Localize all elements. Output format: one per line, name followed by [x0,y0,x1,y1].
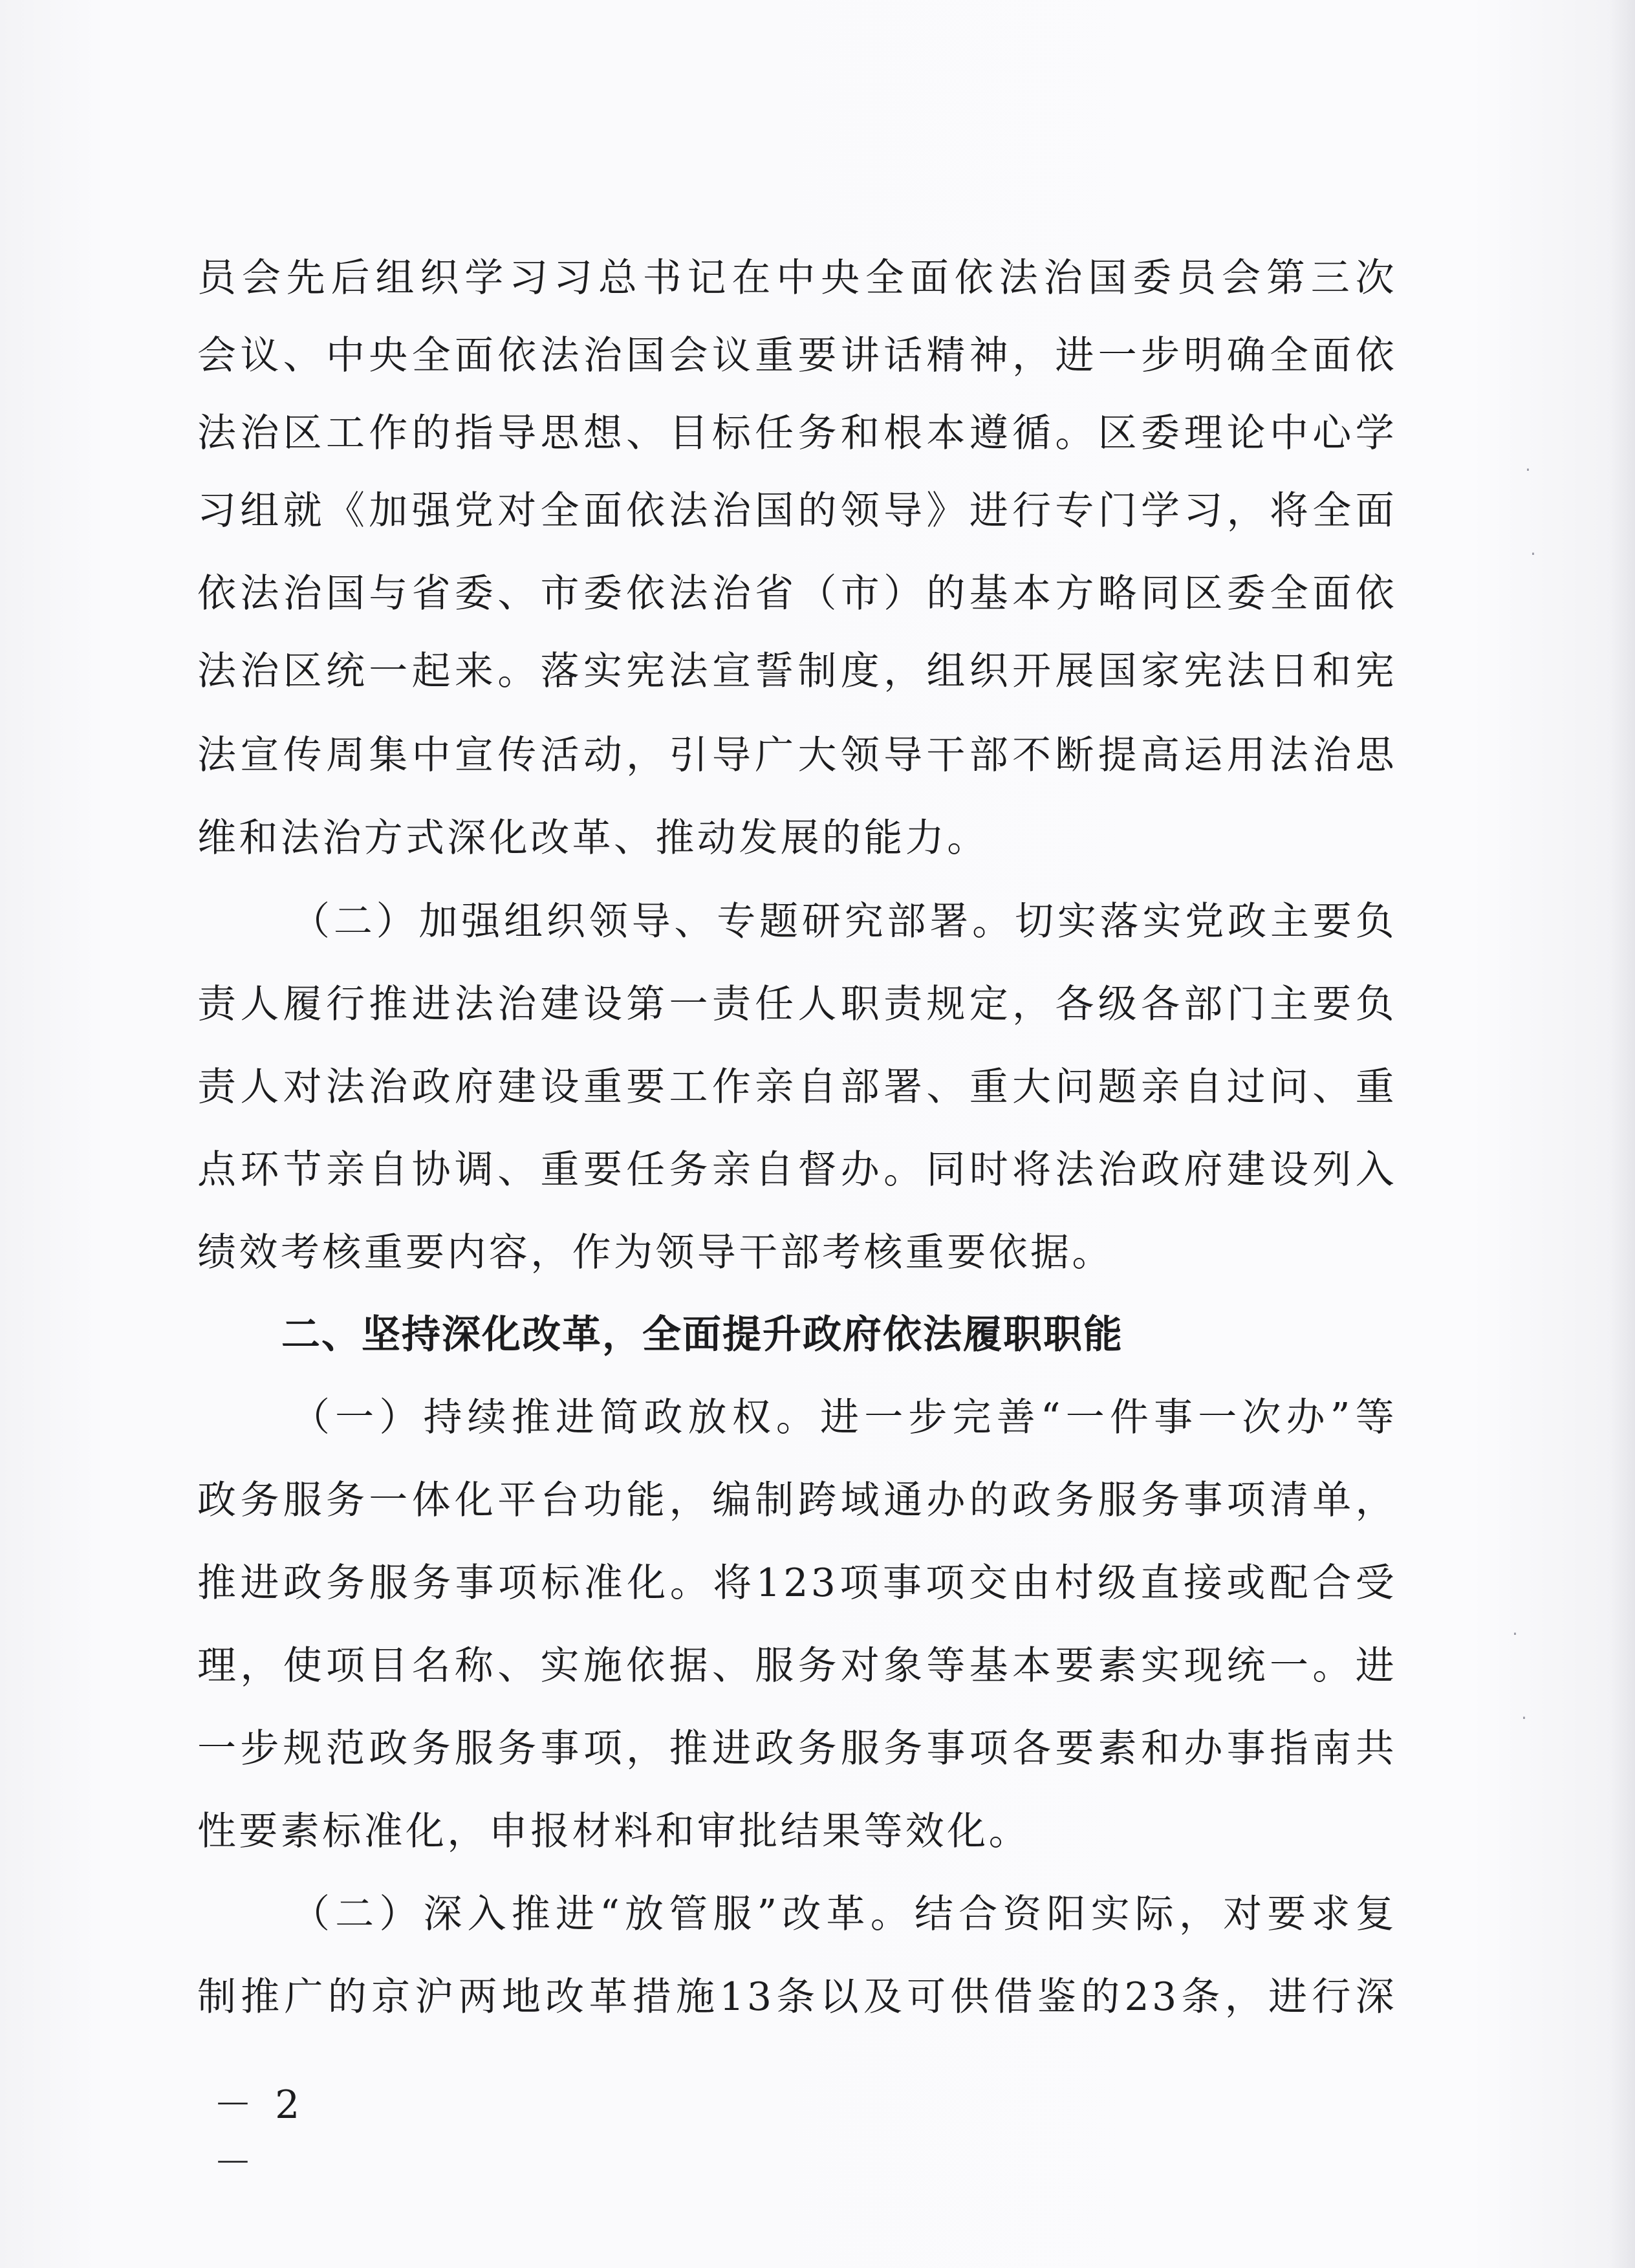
section-2-paragraph-first-line: （二）加强组织领导、专题研究部署。切实落实党政主要负 [291,899,1397,944]
body-line-4: 习组就《加强党对全面依法治国的领导》进行专门学习，将全面 [197,488,1397,534]
body-line-7: 法宣传周集中宣传活动，引导广大领导干部不断提高运用法治思 [197,733,1397,778]
body-line-8: 维和法治方式深化改革、推动发展的能力。 [197,815,989,861]
body-line-5: 依法治国与省委、市委依法治省（市）的基本方略同区委全面依 [197,571,1397,616]
scan-edge-shadow [1609,0,1635,2268]
body-line-1: 员会先后组织学习习总书记在中央全面依法治国委员会第三次 [197,255,1397,301]
body-line-22: 制推广的京沪两地改革措施13条以及可供借鉴的23条，进行深 [197,1974,1397,2020]
body-line-12: 点环节亲自协调、重要任务亲自督办。同时将法治政府建设列入 [197,1147,1397,1193]
section-heading-2: 二、坚持深化改革，全面提升政府依法履职职能 [281,1312,1123,1357]
body-line-13: 绩效考核重要内容，作为领导干部考核重要依据。 [197,1230,1114,1275]
subsection-1-first-line: （一）持续推进简政放权。进一步完善“一件事一次办”等 [291,1395,1397,1440]
body-line-3: 法治区工作的指导思想、目标任务和根本遵循。区委理论中心学 [197,411,1397,456]
scan-speck: · [1521,1707,1527,1729]
body-line-6: 法治区统一起来。落实宪法宣誓制度，组织开展国家宪法日和宪 [197,649,1397,694]
body-line-19: 一步规范政务服务事项，推进政务服务事项各要素和办事指南共 [197,1726,1397,1771]
scan-speck: · [1512,1623,1518,1645]
body-line-2: 会议、中央全面依法治国会议重要讲话精神，进一步明确全面依 [197,333,1397,378]
body-line-11: 责人对法治政府建设重要工作亲自部署、重大问题亲自过问、重 [197,1064,1397,1110]
scan-speck: · [1525,459,1531,481]
body-line-18: 理，使项目名称、实施依据、服务对象等基本要素实现统一。进 [197,1643,1397,1689]
subsection-2-first-line: （二）深入推进“放管服”改革。结合资阳实际，对要求复 [291,1892,1397,1937]
body-line-16: 政务服务一体化平台功能，编制跨域通办的政务服务事项清单， [197,1478,1397,1523]
page-number: － 2 － [213,2082,305,2186]
body-line-10: 责人履行推进法治建设第一责任人职责规定，各级各部门主要负 [197,982,1397,1027]
scan-speck: · [1530,543,1536,565]
body-line-17: 推进政务服务事项标准化。将123项事项交由村级直接或配合受 [197,1561,1397,1606]
body-line-20: 性要素标准化，申报材料和审批结果等效化。 [197,1809,1030,1854]
